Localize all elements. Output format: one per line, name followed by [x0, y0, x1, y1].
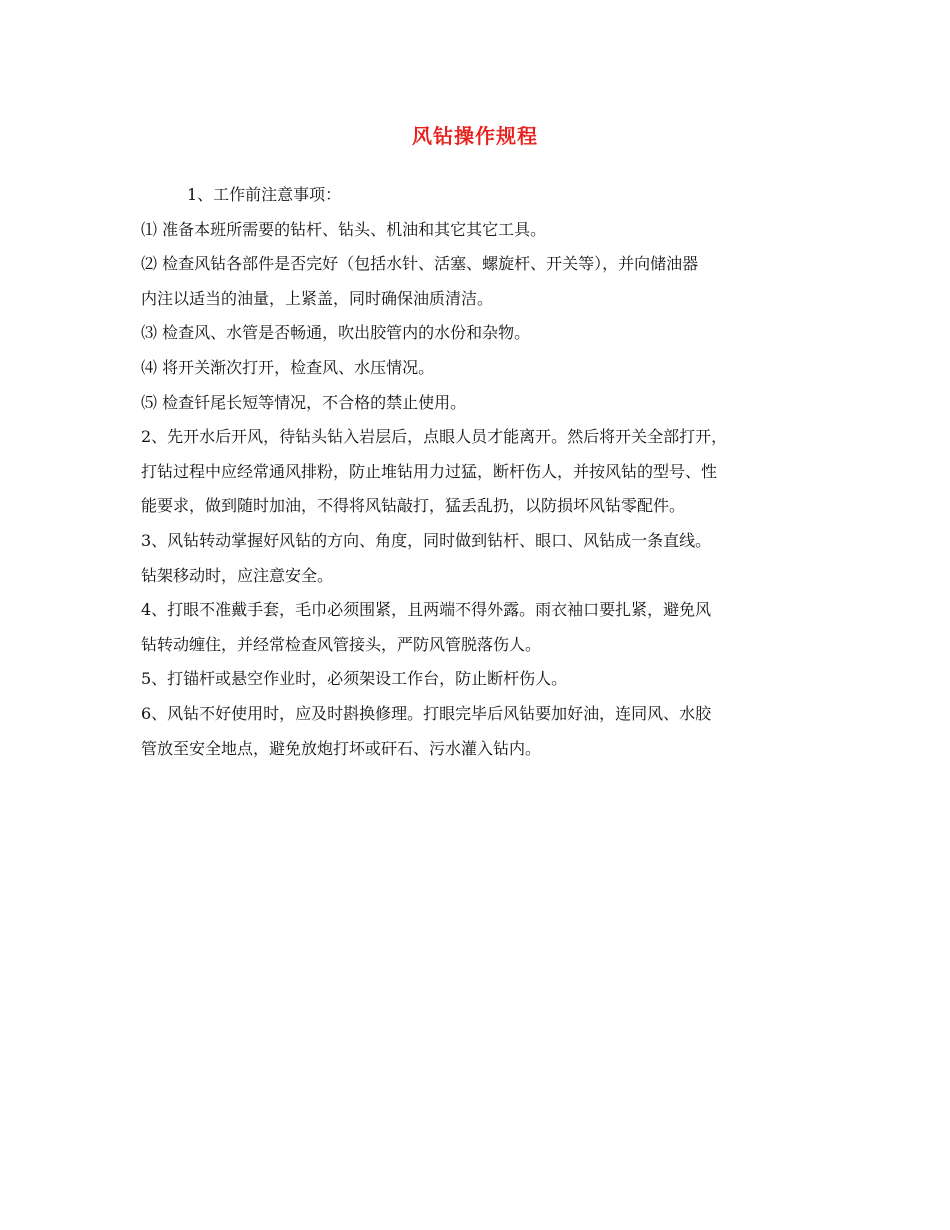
- paragraph-line: 5、打锚杆或悬空作业时，必须架设工作台，防止断杆伤人。: [141, 669, 568, 689]
- paragraph-line: 6、风钻不好使用时，应及时斟换修理。打眼完毕后风钻要加好油，连同风、水胶: [141, 703, 712, 723]
- paragraph-line: ⑶ 检查风、水管是否畅通，吹出胶管内的水份和杂物。: [141, 323, 531, 343]
- document-body: [141, 178, 813, 766]
- paragraph-line: 4、打眼不准戴手套，毛巾必须围紧，且两端不得外露。雨衣袖口要扎紧，避免风: [141, 600, 712, 620]
- paragraph-line: 3、风钻转动掌握好风钻的方向、角度，同时做到钻杆、眼口、风钻成一条直线。: [141, 530, 712, 550]
- paragraph-line: ⑸ 检查钎尾长短等情况，不合格的禁止使用。: [141, 392, 467, 412]
- paragraph-line: 钻架移动时，应注意安全。: [141, 565, 334, 585]
- paragraph-line: 钻转动缠住，并经常检查风管接头，严防风管脱落伤人。: [141, 634, 542, 654]
- paragraph-line: ⑵ 检查风钻各部件是否完好（包括水针、活塞、螺旋杆、开关等），并向储油器: [141, 254, 699, 274]
- paragraph-line: 2、先开水后开风，待钻头钻入岩层后，点眼人员才能离开。然后将开关全部打开，: [141, 427, 728, 447]
- section-heading: 1、工作前注意事项：: [187, 185, 342, 204]
- paragraph-line: ⑴ 准备本班所需要的钻杆、钻头、机油和其它其它工具。: [141, 219, 547, 239]
- document-title: 风钻操作规程: [412, 124, 538, 148]
- paragraph-line: 管放至安全地点，避免放炮打坏或矸石、污水灌入钻内。: [141, 738, 542, 758]
- paragraph-line: ⑷ 将开关渐次打开，检查风、水压情况。: [141, 357, 435, 377]
- paragraph-line: 打钻过程中应经常通风排粉，防止堆钻用力过猛，断杆伤人，并按风钻的型号、性: [141, 461, 718, 481]
- paragraph-line: 内注以适当的油量，上紧盖，同时确保油质清洁。: [141, 288, 494, 308]
- paragraph-line: 能要求，做到随时加油，不得将风钻敲打，猛丢乱扔，以防损坏风钻零配件。: [141, 496, 686, 516]
